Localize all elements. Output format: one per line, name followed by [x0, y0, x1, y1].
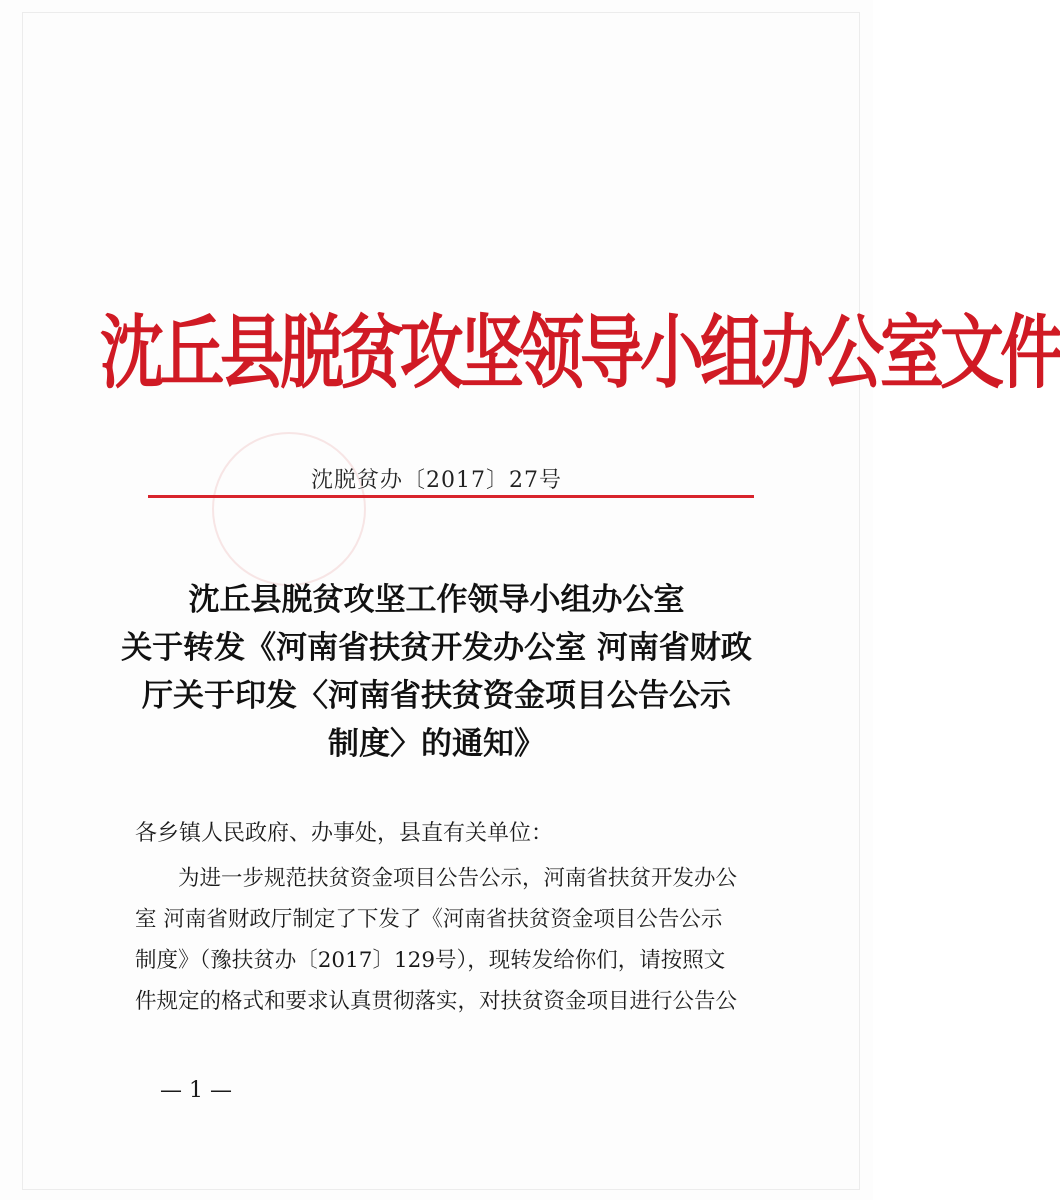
title-line: 沈丘县脱贫攻坚工作领导小组办公室	[188, 582, 685, 618]
title-line: 厅关于印发〈河南省扶贫资金项目公告公示	[142, 678, 731, 714]
document-banner: 沈丘县脱贫攻坚领导小组办公室文件	[100, 306, 1060, 401]
document-number: 沈脱贫办〔2017〕27号	[311, 468, 562, 493]
document-title	[100, 576, 773, 768]
body-line: 件规定的格式和要求认真贯彻落实，对扶贫资金项目进行公告公	[135, 989, 738, 1014]
title-line: 关于转发《河南省扶贫开发办公室 河南省财政	[121, 630, 752, 666]
title-line: 制度〉的通知》	[328, 726, 545, 762]
body-line: 制度》（豫扶贫办〔2017〕129号），现转发给你们，请按照文	[135, 948, 726, 973]
body-paragraph	[135, 858, 775, 1022]
salutation: 各乡镇人民政府、办事处，县直有关单位：	[135, 821, 554, 846]
stamp-ghost-mark	[212, 432, 366, 586]
red-divider-line	[148, 495, 754, 498]
page-number: — 1 —	[160, 1078, 232, 1103]
body-line: 室 河南省财政厅制定了下发了《河南省扶贫资金项目公告公示	[135, 907, 723, 932]
body-line: 为进一步规范扶贫资金项目公告公示，河南省扶贫开发办公	[178, 866, 738, 891]
